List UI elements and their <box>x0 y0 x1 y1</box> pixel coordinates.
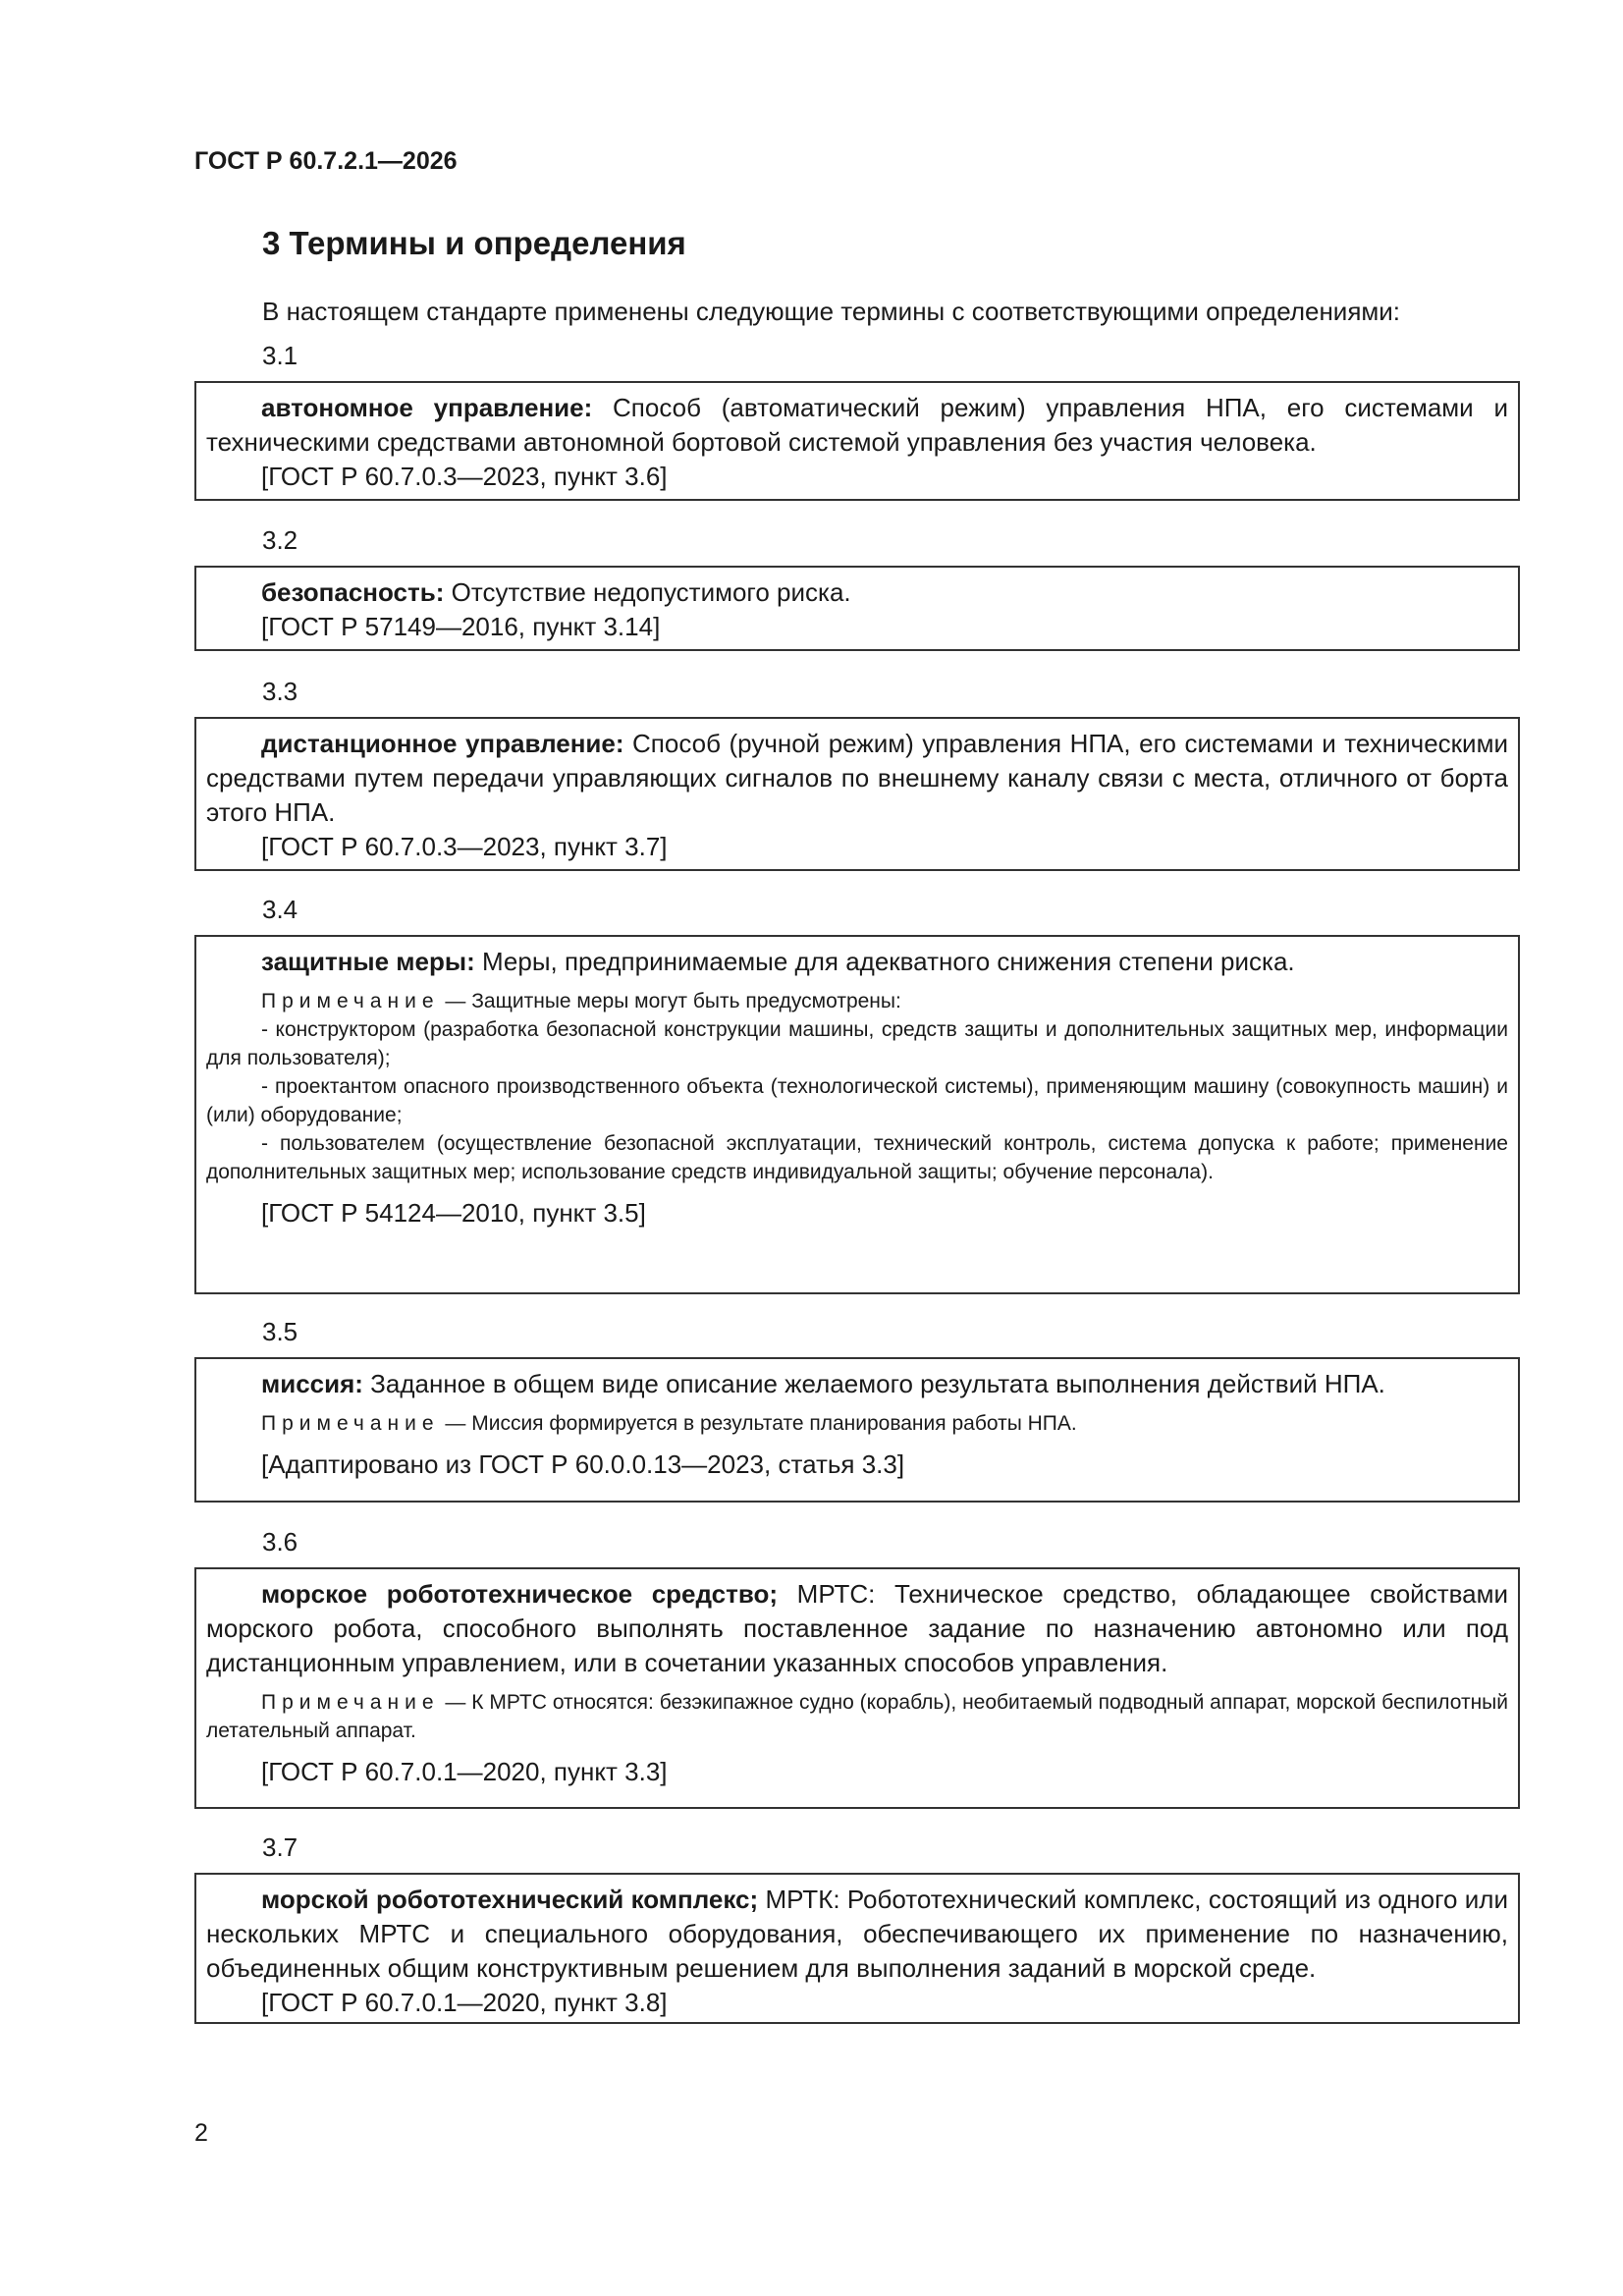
term-number: 3.1 <box>262 341 298 370</box>
note-item: - проектантом опасного производственного объекта (технологической системы), применяющим машину (совокупность машин) и (или) оборудование; <box>206 1075 1508 1126</box>
term-source: [Адаптировано из ГОСТ Р 60.0.0.13—2023, статья 3.3] <box>261 1449 905 1479</box>
document-header: ГОСТ Р 60.7.2.1—2026 <box>194 147 458 175</box>
term-note <box>206 1409 1508 1438</box>
term-source: [ГОСТ Р 60.7.0.3—2023, пункт 3.7] <box>261 832 668 861</box>
term-box <box>194 1357 1520 1503</box>
section-title: 3 Термины и определения <box>262 225 686 261</box>
term-source: [ГОСТ Р 60.7.0.3—2023, пункт 3.6] <box>261 462 668 491</box>
term-name: защитные меры: <box>261 947 475 976</box>
term-source: [ГОСТ Р 60.7.0.1—2020, пункт 3.8] <box>261 1988 668 2017</box>
section-intro: В настоящем стандарте применены следующие термины с соответствующими определениями: <box>262 297 1401 326</box>
term-definition <box>206 1883 1508 1986</box>
term-source: [ГОСТ Р 60.7.0.1—2020, пункт 3.3] <box>261 1757 668 1786</box>
term-definition <box>206 575 1508 610</box>
definition-text: МРТК: Робототехнический комплекс, состоящий из одного или нескольких МРТС и специального оборудования, обеспечивающего их применение по назначению, объединенных общим конструктивным решением для выполнения заданий в морской среде. <box>206 1885 1508 1983</box>
term-name: морской робототехнический комплекс; <box>261 1885 759 1914</box>
term-number: 3.3 <box>262 677 298 706</box>
definition-text: Отсутствие недопустимого риска. <box>444 577 851 607</box>
note-label: Примечание <box>261 1412 440 1435</box>
note-item: - пользователем (осуществление безопасной эксплуатации, технический контроль, система допуска к работе; применение дополнительных защитных мер; использование средств индивидуальной защиты; обучение персонала). <box>206 1132 1508 1183</box>
definition-text: Способ (ручной режим) управления НПА, его системами и техническими средствами путем передачи управляющих сигналов по внешнему каналу связи с места, отличного от борта этого НПА. <box>206 729 1508 827</box>
term-name: безопасность: <box>261 577 445 607</box>
term-name: дистанционное управление: <box>261 729 624 758</box>
term-name: автономное управление: <box>261 393 593 422</box>
term-definition <box>206 1367 1508 1401</box>
term-box <box>194 1567 1520 1809</box>
term-definition <box>206 945 1508 979</box>
term-number: 3.7 <box>262 1832 298 1862</box>
term-definition <box>206 727 1508 830</box>
term-source: [ГОСТ Р 57149—2016, пункт 3.14] <box>261 612 661 641</box>
note-text: — К МРТС относятся: безэкипажное судно (корабль), необитаемый подводный аппарат, морской беспилотный летательный аппарат. <box>206 1691 1508 1742</box>
term-box <box>194 566 1520 651</box>
note-item: - конструктором (разработка безопасной конструкции машины, средств защиты и дополнительных защитных мер, информации для пользователя); <box>206 1018 1508 1069</box>
term-box <box>194 935 1520 1294</box>
note-text: — Защитные меры могут быть предусмотрены: <box>439 990 901 1012</box>
note-label: Примечание <box>261 1691 440 1714</box>
definition-text: Способ (автоматический режим) управления НПА, его системами и техническими средствами автономной бортовой системой управления без участия человека. <box>206 393 1508 457</box>
term-box <box>194 717 1520 871</box>
term-box <box>194 1873 1520 2024</box>
term-number: 3.2 <box>262 525 298 555</box>
definition-text: Заданное в общем виде описание желаемого результата выполнения действий НПА. <box>362 1369 1385 1398</box>
note-text: — Миссия формируется в результате планирования работы НПА. <box>439 1412 1077 1435</box>
page-number: 2 <box>194 2119 208 2147</box>
term-note <box>206 987 1508 1186</box>
term-number: 3.5 <box>262 1317 298 1346</box>
definition-text: Меры, предпринимаемые для адекватного снижения степени риска. <box>474 947 1295 976</box>
term-name: морское робототехническое средство; <box>261 1579 779 1609</box>
term-box <box>194 381 1520 501</box>
term-number: 3.6 <box>262 1527 298 1557</box>
term-definition <box>206 1577 1508 1680</box>
term-number: 3.4 <box>262 895 298 924</box>
term-name: миссия: <box>261 1369 363 1398</box>
term-definition <box>206 391 1508 460</box>
term-note <box>206 1688 1508 1745</box>
definition-text: МРТС: Техническое средство, обладающее свойствами морского робота, способного выполнять поставленное задание по назначению автономно или под дистанционным управлением, или в сочетании указанных способов управления. <box>206 1579 1508 1677</box>
note-label: Примечание <box>261 990 440 1012</box>
term-source: [ГОСТ Р 54124—2010, пункт 3.5] <box>261 1198 646 1228</box>
